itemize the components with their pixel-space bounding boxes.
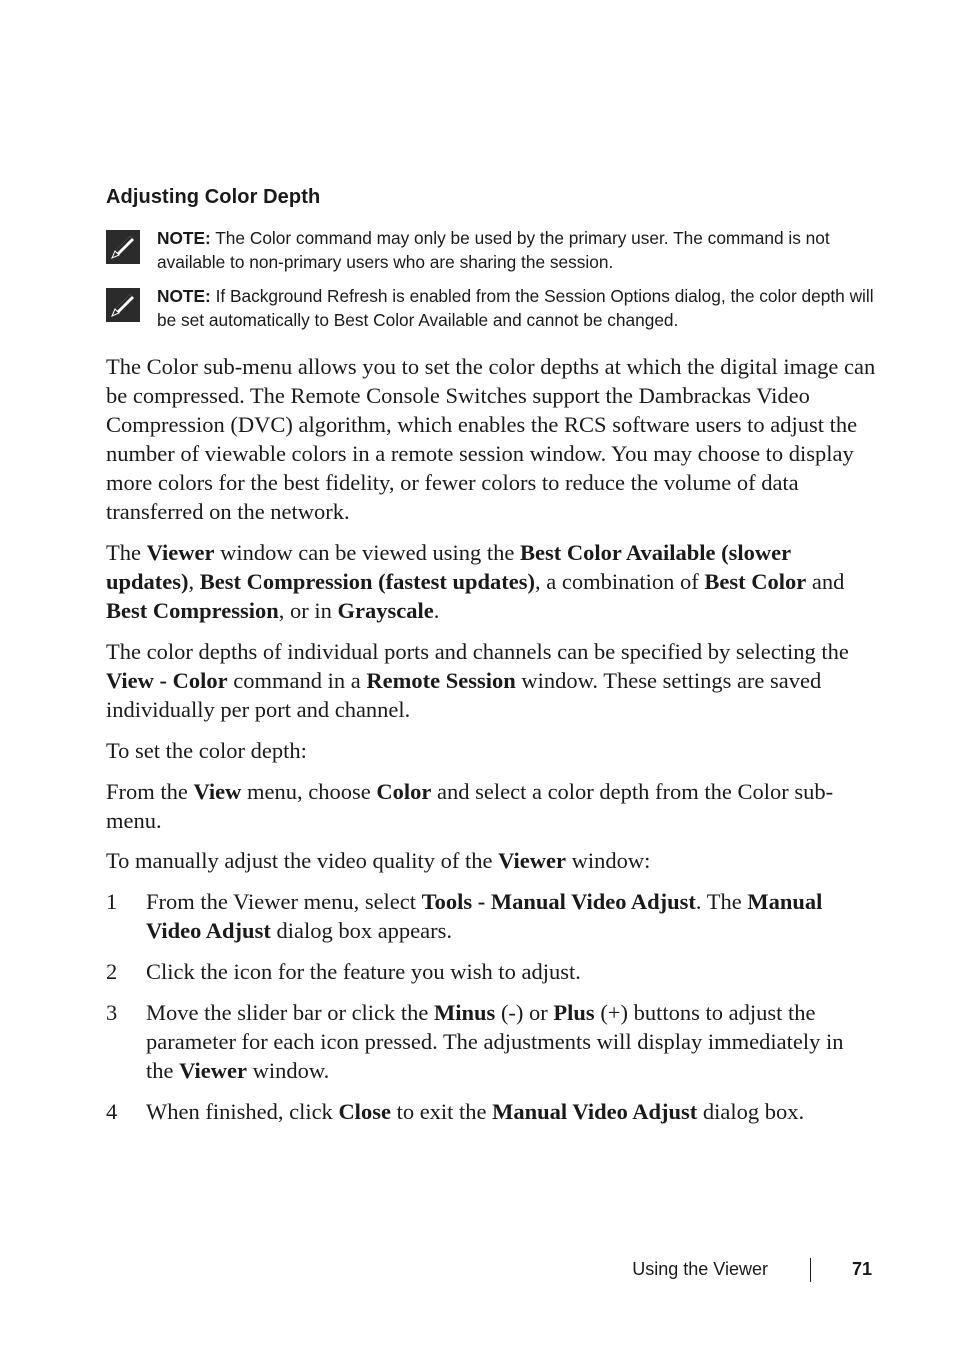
bold-term: Viewer [146, 540, 215, 565]
text: Move the slider bar or click the [146, 1000, 435, 1025]
paragraph-text: The Color sub-menu allows you to set the color depths at which the digital image can be compressed. The Remote Console Switches support the Dambrackas Video Compression (DVC) algorithm, which enables the RCS software users to adjust the number of viewable colors in a remote session window. You may choose to display more colors for the best fidelity, or fewer colors to reduce the volume of data transferred on the network. [106, 354, 876, 524]
list-item [106, 887, 876, 945]
bold-term: Grayscale [337, 598, 434, 623]
step-number: 4 [106, 1099, 118, 1124]
text: (+) buttons to adjust the parameter for each icon pressed. The adjustments will display immediately in the [146, 1000, 844, 1083]
bold-term: Viewer [498, 848, 566, 873]
bold-term: Viewer [179, 1058, 247, 1083]
text: to exit the [390, 1099, 493, 1124]
bold-term: Best Color Available (slower updates) [106, 540, 791, 594]
footer-chapter-title: Using the Viewer [632, 1259, 768, 1279]
paragraph-view-menu [106, 777, 876, 835]
list-item [106, 998, 876, 1085]
text: window. [247, 1058, 330, 1083]
bold-term: Color [376, 779, 432, 804]
footer-divider [810, 1258, 811, 1282]
text: dialog box. [697, 1099, 805, 1124]
text: , [188, 569, 200, 594]
paragraph-manual-adjust [106, 846, 876, 875]
text: From the [106, 779, 194, 804]
section-heading: Adjusting Color Depth [106, 186, 321, 208]
note-text [157, 284, 876, 332]
list-item [106, 957, 876, 986]
bold-term: Best Color [704, 569, 807, 594]
paragraph-viewer-modes [106, 538, 876, 625]
text: To manually adjust the video quality of the [106, 848, 499, 873]
text: window can be viewed using the [214, 540, 521, 565]
note-callout [106, 226, 876, 274]
bold-term: Best Compression (fastest updates) [199, 569, 535, 594]
note-text [157, 226, 876, 274]
text: When finished, click [146, 1099, 339, 1124]
text: . The [695, 889, 748, 914]
bold-term: Manual Video Adjust [492, 1099, 698, 1124]
text: , or in [278, 598, 338, 623]
note-body: If Background Refresh is enabled from the Session Options dialog, the color depth will be set automatically to Best Color Available and cannot be changed. [157, 286, 874, 330]
text: From the Viewer menu, select [146, 889, 422, 914]
text: window. These settings are saved individually per port and channel. [106, 668, 822, 722]
bold-term: Minus [434, 1000, 496, 1025]
note-body: The Color command may only be used by the primary user. The command is not available to non-primary users who are sharing the session. [157, 228, 830, 272]
step-number: 2 [106, 959, 118, 984]
list-item [106, 1097, 876, 1126]
note-label: NOTE: [157, 286, 211, 306]
text: dialog box appears. [270, 918, 453, 943]
text: window: [565, 848, 651, 873]
text: , a combination of [535, 569, 705, 594]
text: (-) or [495, 1000, 554, 1025]
step-number: 1 [106, 889, 118, 914]
bold-term: Remote Session [366, 668, 516, 693]
text: The [106, 540, 147, 565]
paragraph-color-submenu [106, 352, 876, 526]
text: The color depths of individual ports and channels can be specified by selecting the [106, 639, 849, 664]
text: menu, choose [241, 779, 377, 804]
bold-term: View - Color [106, 668, 228, 693]
bold-term: View [193, 779, 242, 804]
pencil-note-icon [106, 288, 140, 322]
paragraph-text: To set the color depth: [106, 738, 307, 763]
page-number: 71 [851, 1259, 872, 1279]
text: and [806, 569, 845, 594]
paragraph-intro [106, 736, 876, 765]
bold-term: Close [338, 1099, 391, 1124]
bold-term: Manual Video Adjust [146, 889, 823, 943]
text: Click the icon for the feature you wish to adjust. [146, 959, 581, 984]
bold-term: Plus [553, 1000, 595, 1025]
text: command in a [227, 668, 367, 693]
step-number: 3 [106, 1000, 118, 1025]
text: and select a color depth from the Color sub-menu. [106, 779, 834, 833]
pencil-note-icon [106, 230, 140, 264]
text: . [433, 598, 440, 623]
paragraph-port-channel [106, 637, 876, 724]
bold-term: Tools - Manual Video Adjust [421, 889, 696, 914]
note-label: NOTE: [157, 228, 211, 248]
bold-term: Best Compression [106, 598, 279, 623]
note-callout [106, 284, 876, 332]
